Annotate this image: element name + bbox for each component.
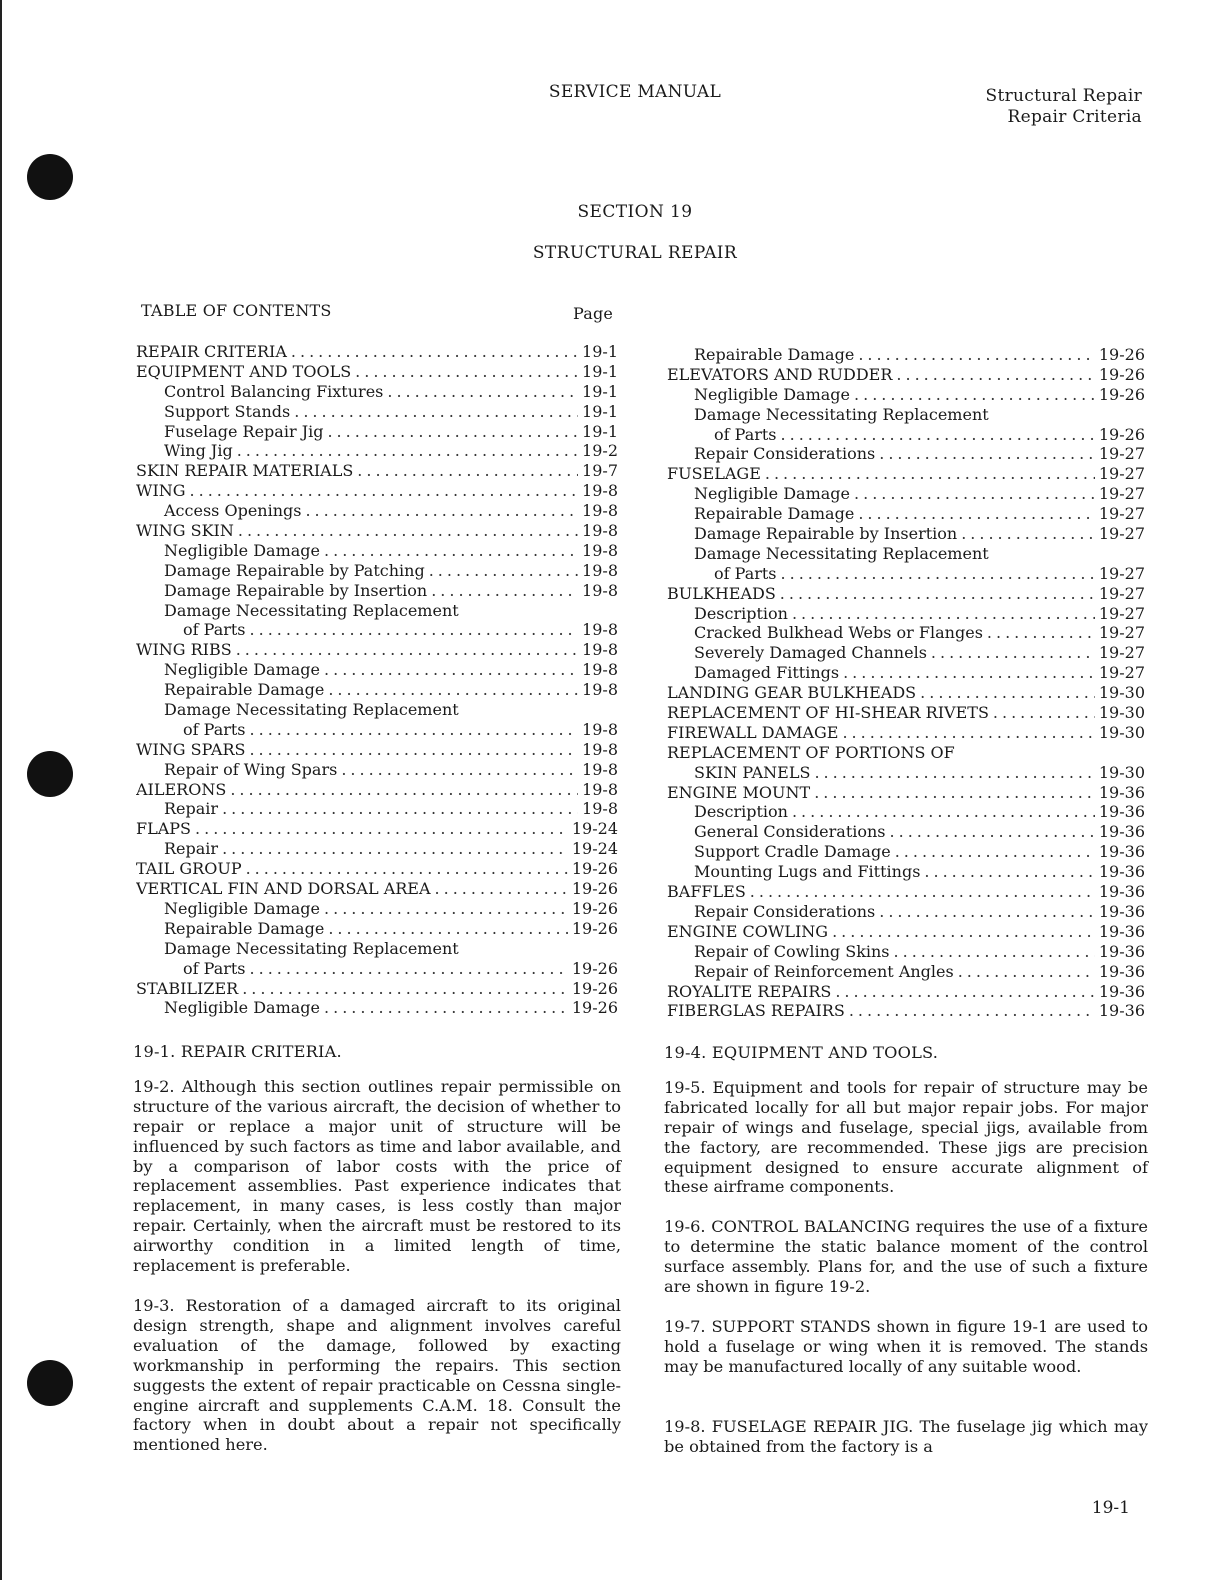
toc-entry-title: General Considerations	[694, 822, 886, 842]
toc-entry-title: LANDING GEAR BULKHEADS	[667, 683, 917, 703]
toc-entry	[667, 902, 1145, 922]
toc-entry-title: Description	[694, 802, 788, 822]
toc-entry	[667, 802, 1145, 822]
toc-entry	[136, 620, 618, 640]
toc-entry-page: 19-36	[1098, 921, 1145, 941]
toc-entry-title: Description	[694, 603, 788, 623]
toc-entry-title: Damage Repairable by Patching	[164, 560, 425, 580]
toc-leader-dots	[842, 723, 1094, 743]
toc-entry	[136, 561, 618, 581]
toc-leader-dots	[854, 385, 1095, 405]
toc-entry	[667, 882, 1145, 902]
toc-entry-title: BULKHEADS	[667, 583, 776, 603]
toc-entry	[667, 524, 1145, 544]
toc-entry-page: 19-8	[582, 799, 618, 819]
toc-entry	[136, 640, 618, 660]
toc-entry-title: TAIL GROUP	[136, 859, 242, 879]
toc-leader-dots	[849, 1001, 1095, 1021]
toc-entry-page: 19-8	[582, 719, 618, 739]
toc-entry-title: WING SPARS	[136, 739, 246, 759]
toc-leader-dots	[879, 902, 1095, 922]
toc-leader-dots	[328, 680, 578, 700]
toc-entry-title: Repairable Damage	[164, 680, 325, 700]
toc-entry	[667, 942, 1145, 962]
toc-entry-title: ENGINE COWLING	[667, 921, 829, 941]
toc-entry-page: 19-27	[1098, 603, 1145, 623]
toc-entry	[667, 982, 1145, 1002]
toc-entry	[667, 504, 1145, 524]
binder-hole-top	[27, 154, 73, 200]
toc-leader-dots	[250, 720, 579, 740]
paragraph-19-2: 19-2. Although this section outlines repair permissible on structure of the various aircraft, the decision of whether to repair or replace a major unit of structure will be influenced by such factors as time and labor available, and by a comparison of labor costs with the price of replacement assemblies. Past experience indicates that replacement, in many cases, is less costly than major repair. Certainly, when the aircraft must be restored to its airworthy condition in a limited length of time, replacement is preferable.	[133, 1076, 621, 1276]
paragraph-19-6: 19-6. CONTROL BALANCING requires the use of a fixture to determine the static balance moment of the control surface assembly. Plans for, and the use of such a fixture are shown in figure 19-2.	[664, 1217, 1148, 1297]
toc-entry-title: AILERONS	[136, 779, 227, 799]
toc-leader-dots	[894, 942, 1095, 962]
toc-entry	[667, 385, 1145, 405]
toc-leader-dots	[896, 365, 1094, 385]
header-title: SERVICE MANUAL	[548, 82, 722, 102]
toc-entry-page: 19-36	[1098, 782, 1145, 802]
toc-entry-title: STABILIZER	[136, 978, 239, 998]
toc-entry-title: Negligible Damage	[694, 384, 851, 404]
toc-leader-dots	[324, 660, 578, 680]
toc-entry-title: Damaged Fittings	[694, 663, 840, 683]
toc-entry	[667, 405, 1145, 425]
toc-entry-title: Repair	[164, 799, 219, 819]
toc-leader-dots	[961, 524, 1095, 544]
toc-entry-title: Repair of Reinforcement Angles	[694, 961, 954, 981]
toc-entry-page: 19-36	[1098, 802, 1145, 822]
toc-entry	[667, 743, 1145, 763]
toc-entry-title: Support Cradle Damage	[694, 842, 891, 862]
toc-entry	[136, 342, 618, 362]
toc-leader-dots	[305, 501, 578, 521]
toc-entry	[136, 402, 618, 422]
toc-entry-page: 19-36	[1098, 822, 1145, 842]
toc-leader-dots	[341, 760, 578, 780]
toc-entry-page: 19-27	[1098, 524, 1145, 544]
binder-hole-bottom	[27, 1360, 73, 1406]
toc-entry	[667, 922, 1145, 942]
toc-leader-dots	[854, 484, 1095, 504]
toc-entry-page: 19-8	[582, 620, 618, 640]
toc-entry-title: ELEVATORS AND RUDDER	[667, 364, 893, 384]
header-section-info	[986, 86, 1143, 128]
toc-leader-dots	[238, 521, 578, 541]
toc-entry-page: 19-27	[1098, 663, 1145, 683]
toc-entry-page: 19-26	[571, 958, 618, 978]
toc-entry	[667, 663, 1145, 683]
toc-page-heading: Page	[573, 304, 614, 323]
toc-entry	[136, 998, 618, 1018]
toc-entry-page: 19-27	[1098, 484, 1145, 504]
toc-entry-page: 19-24	[571, 839, 618, 859]
toc-entry-page: 19-8	[582, 580, 618, 600]
toc-leader-dots	[294, 402, 578, 422]
toc-entry	[667, 345, 1145, 365]
toc-entry-title: of Parts	[183, 620, 246, 640]
toc-entry-title: Mounting Lugs and Fittings	[694, 862, 921, 882]
toc-entry-title: Control Balancing Fixtures	[164, 381, 384, 401]
toc-entry-title: ROYALITE REPAIRS	[667, 981, 832, 1001]
toc-entry-page: 19-36	[1098, 1001, 1145, 1021]
toc-entry-page: 19-30	[1098, 722, 1145, 742]
toc-entry-title: Repair of Cowling Skins	[694, 941, 890, 961]
toc-entry-page: 19-36	[1098, 901, 1145, 921]
toc-entry-title: FIREWALL DAMAGE	[667, 722, 839, 742]
toc-entry	[667, 723, 1145, 743]
toc-entry-title: Damage Necessitating Replacement	[164, 700, 459, 720]
toc-leader-dots	[431, 581, 578, 601]
toc-entry	[667, 822, 1145, 842]
toc-entry-page: 19-8	[582, 560, 618, 580]
toc-leader-dots	[987, 623, 1095, 643]
toc-leader-dots	[357, 461, 578, 481]
toc-entry	[136, 760, 618, 780]
toc-entry-title: WING SKIN	[136, 521, 234, 541]
toc-entry-title: Damage Necessitating Replacement	[164, 600, 459, 620]
toc-entry-title: SKIN REPAIR MATERIALS	[136, 461, 354, 481]
toc-entry	[667, 703, 1145, 723]
toc-leader-dots	[222, 839, 568, 859]
toc-leader-dots	[236, 640, 578, 660]
toc-entry-title: Damage Necessitating Replacement	[694, 543, 989, 563]
toc-leader-dots	[931, 643, 1095, 663]
section-title: STRUCTURAL REPAIR	[532, 243, 738, 263]
toc-entry	[136, 362, 618, 382]
toc-entry	[136, 839, 618, 859]
toc-entry	[667, 464, 1145, 484]
toc-entry-page: 19-8	[582, 759, 618, 779]
toc-entry-title: ENGINE MOUNT	[667, 782, 811, 802]
page-left-edge	[0, 0, 2, 1580]
toc-leader-dots	[993, 703, 1095, 723]
toc-entry-page: 19-27	[1098, 563, 1145, 583]
toc-entry-title: Repairable Damage	[164, 918, 325, 938]
toc-entry	[136, 601, 618, 621]
toc-leader-dots	[242, 979, 568, 999]
toc-entry-title: BAFFLES	[667, 882, 746, 902]
toc-leader-dots	[890, 822, 1095, 842]
toc-leader-dots	[230, 780, 578, 800]
toc-leader-dots	[814, 763, 1094, 783]
toc-entry-title: EQUIPMENT AND TOOLS	[136, 361, 352, 381]
toc-leader-dots	[843, 663, 1095, 683]
binder-hole-middle	[27, 751, 73, 797]
toc-entry-page: 19-36	[1098, 941, 1145, 961]
toc-entry-title: FLAPS	[136, 819, 192, 839]
paragraph-19-8: 19-8. FUSELAGE REPAIR JIG. The fuselage jig which may be obtained from the factory is a	[664, 1416, 1148, 1456]
toc-entry-title: Access Openings	[164, 501, 302, 521]
toc-entry	[136, 382, 618, 402]
toc-entry	[136, 720, 618, 740]
toc-entry	[667, 683, 1145, 703]
toc-leader-dots	[195, 819, 568, 839]
toc-leader-dots	[792, 802, 1095, 822]
toc-entry-title: Repair Considerations	[694, 444, 876, 464]
toc-leader-dots	[355, 362, 578, 382]
toc-entry-page: 19-30	[1098, 683, 1145, 703]
toc-entry-page: 19-8	[582, 680, 618, 700]
toc-leader-dots	[429, 561, 578, 581]
toc-entry-page: 19-8	[582, 640, 618, 660]
toc-entry	[136, 581, 618, 601]
toc-entry-title: Negligible Damage	[164, 660, 321, 680]
toc-leader-dots	[920, 683, 1095, 703]
toc-entry-page: 19-26	[1098, 345, 1145, 364]
toc-entry-page: 19-26	[571, 859, 618, 879]
toc-entry	[136, 799, 618, 819]
toc-leader-dots	[895, 842, 1095, 862]
toc-entry	[136, 422, 618, 442]
toc-entry-page: 19-8	[582, 481, 618, 501]
toc-entry	[667, 444, 1145, 464]
toc-entry	[136, 521, 618, 541]
toc-entry-page: 19-24	[571, 819, 618, 839]
toc-entry	[136, 780, 618, 800]
toc-leader-dots	[324, 998, 568, 1018]
toc-entry-title: of Parts	[183, 719, 246, 739]
toc-entry	[667, 763, 1145, 783]
toc-entry-page: 19-27	[1098, 444, 1145, 464]
toc-entry-page: 19-1	[582, 381, 618, 401]
paragraph-19-5: 19-5. Equipment and tools for repair of structure may be fabricated locally for all but major repair jobs. For major repair of wings and fuselage, special jigs, available from the factory, are recommended. These jigs are precision equipment designed to ensure accurate alignment of these airframe components.	[664, 1077, 1148, 1197]
toc-entry-page: 19-26	[1098, 424, 1145, 444]
toc-entry	[667, 484, 1145, 504]
toc-entry	[136, 541, 618, 561]
toc-entry-page: 19-30	[1098, 703, 1145, 723]
toc-entry	[136, 819, 618, 839]
toc-leader-dots	[814, 783, 1095, 803]
toc-entry	[667, 365, 1145, 385]
toc-entry	[136, 700, 618, 720]
toc-entry-page: 19-26	[571, 998, 618, 1018]
toc-entry-title: Damage Necessitating Replacement	[694, 404, 989, 424]
toc-entry-title: Negligible Damage	[164, 898, 321, 918]
toc-entry-page: 19-7	[582, 461, 618, 481]
section-number: SECTION 19	[577, 202, 693, 222]
toc-leader-dots	[781, 425, 1095, 445]
toc-right-column	[667, 345, 1145, 1021]
toc-entry-page: 19-36	[1098, 981, 1145, 1001]
toc-left-column	[136, 342, 618, 1018]
toc-entry-page: 19-36	[1098, 862, 1145, 882]
toc-entry-title: of Parts	[183, 958, 246, 978]
toc-leader-dots	[328, 919, 568, 939]
toc-leader-dots	[190, 481, 579, 501]
toc-leader-dots	[291, 342, 578, 362]
toc-entry-title: Repair Considerations	[694, 901, 876, 921]
toc-leader-dots	[327, 422, 578, 442]
toc-leader-dots	[835, 982, 1095, 1002]
toc-entry	[667, 425, 1145, 445]
toc-entry-title: Wing Jig	[164, 441, 233, 461]
paragraph-19-7: 19-7. SUPPORT STANDS shown in figure 19-1 are used to hold a fuselage or wing when it is removed. The stands may be manufactured locally of any suitable wood.	[664, 1316, 1148, 1376]
toc-leader-dots	[222, 799, 578, 819]
toc-entry-page: 19-1	[582, 401, 618, 421]
toc-entry-page: 19-36	[1098, 961, 1145, 981]
toc-leader-dots	[781, 564, 1095, 584]
toc-entry-title: REPLACEMENT OF HI-SHEAR RIVETS	[667, 703, 989, 723]
toc-leader-dots	[858, 345, 1095, 365]
toc-entry	[136, 680, 618, 700]
toc-entry-title: Repair of Wing Spars	[164, 759, 338, 779]
toc-entry	[136, 481, 618, 501]
toc-entry	[136, 461, 618, 481]
toc-entry-page: 19-26	[571, 898, 618, 918]
toc-entry	[667, 962, 1145, 982]
toc-leader-dots	[924, 862, 1094, 882]
toc-entry-page: 19-8	[582, 739, 618, 759]
toc-entry-page: 19-26	[1098, 384, 1145, 404]
toc-leader-dots	[250, 959, 568, 979]
toc-entry-title: Repairable Damage	[694, 504, 855, 524]
toc-entry	[667, 1001, 1145, 1021]
toc-entry-page: 19-8	[582, 501, 618, 521]
toc-entry	[136, 501, 618, 521]
toc-entry	[136, 979, 618, 999]
toc-leader-dots	[765, 464, 1095, 484]
toc-leader-dots	[250, 620, 579, 640]
toc-leader-dots	[780, 584, 1095, 604]
body-right-column	[664, 1043, 1148, 1457]
header-chapter: Structural Repair	[985, 86, 1142, 106]
toc-entry-page: 19-27	[1098, 464, 1145, 484]
toc-leader-dots	[435, 879, 568, 899]
toc-entry	[667, 862, 1145, 882]
toc-entry-page: 19-26	[571, 978, 618, 998]
toc-leader-dots	[246, 859, 568, 879]
toc-entry	[136, 660, 618, 680]
toc-entry-title: Damage Necessitating Replacement	[164, 938, 459, 958]
toc-entry-page: 19-27	[1098, 623, 1145, 643]
toc-entry-page: 19-27	[1098, 583, 1145, 603]
toc-entry-title: REPLACEMENT OF PORTIONS OF	[667, 742, 955, 762]
toc-entry	[667, 623, 1145, 643]
toc-entry-title: WING	[136, 481, 186, 501]
toc-entry-page: 19-36	[1098, 842, 1145, 862]
toc-entry	[667, 604, 1145, 624]
toc-entry	[667, 783, 1145, 803]
toc-leader-dots	[858, 504, 1095, 524]
toc-entry-page: 19-36	[1098, 882, 1145, 902]
toc-entry	[667, 584, 1145, 604]
toc-leader-dots	[792, 604, 1095, 624]
toc-entry-title: Severely Damaged Channels	[694, 643, 927, 663]
toc-entry-title: Negligible Damage	[164, 540, 321, 560]
toc-entry	[667, 544, 1145, 564]
toc-leader-dots	[324, 541, 578, 561]
section-heading-repair-criteria: 19-1. REPAIR CRITERIA.	[133, 1042, 342, 1061]
toc-entry-page: 19-26	[1098, 364, 1145, 384]
toc-entry	[667, 643, 1145, 663]
page-number: 19-1	[1091, 1498, 1130, 1518]
toc-entry-title: Negligible Damage	[694, 484, 851, 504]
toc-entry-title: VERTICAL FIN AND DORSAL AREA	[136, 879, 431, 899]
toc-entry-title: Damage Repairable by Insertion	[694, 524, 958, 544]
toc-entry	[136, 959, 618, 979]
toc-entry-page: 19-8	[582, 521, 618, 541]
toc-entry-title: Damage Repairable by Insertion	[164, 580, 428, 600]
toc-entry-page: 19-26	[571, 879, 618, 899]
toc-entry-title: Cracked Bulkhead Webs or Flanges	[694, 623, 983, 643]
header-topic: Repair Criteria	[1007, 107, 1142, 127]
toc-leader-dots	[879, 444, 1095, 464]
toc-entry-title: Fuselage Repair Jig	[164, 421, 324, 441]
toc-leader-dots	[958, 962, 1095, 982]
toc-leader-dots	[324, 899, 568, 919]
toc-entry-page: 19-30	[1098, 762, 1145, 782]
toc-leader-dots	[237, 441, 578, 461]
body-left-column	[133, 1042, 621, 1455]
toc-entry	[136, 740, 618, 760]
toc-heading: TABLE OF CONTENTS	[141, 301, 332, 320]
section-heading-equipment-and-tools: 19-4. EQUIPMENT AND TOOLS.	[664, 1043, 939, 1062]
toc-entry	[136, 441, 618, 461]
toc-entry-title: FIBERGLAS REPAIRS	[667, 1001, 845, 1021]
toc-entry-page: 19-1	[582, 421, 618, 441]
toc-entry-page: 19-8	[582, 540, 618, 560]
toc-leader-dots	[832, 922, 1095, 942]
toc-entry	[136, 879, 618, 899]
toc-entry	[667, 564, 1145, 584]
toc-entry	[136, 939, 618, 959]
toc-entry-title: of Parts	[714, 424, 777, 444]
toc-entry-page: 19-2	[582, 441, 618, 461]
toc-entry-page: 19-8	[582, 660, 618, 680]
toc-leader-dots	[249, 740, 578, 760]
toc-entry-title: Negligible Damage	[164, 998, 321, 1018]
toc-entry-title: FUSELAGE	[667, 464, 761, 484]
toc-entry-title: WING RIBS	[136, 640, 232, 660]
toc-entry-title: Repairable Damage	[694, 345, 855, 364]
paragraph-19-3: 19-3. Restoration of a damaged aircraft to its original design strength, shape and alignment involves careful evaluation of the damage, followed by exacting workmanship in performing the repairs. This section suggests the extent of repair practicable on Cessna single-engine aircraft and supplements C.A.M. 18. Consult the factory when in doubt about a repair not specifically mentioned here.	[133, 1295, 621, 1455]
toc-entry	[667, 842, 1145, 862]
toc-entry-title: of Parts	[714, 563, 777, 583]
toc-entry	[136, 859, 618, 879]
toc-entry	[136, 899, 618, 919]
toc-leader-dots	[387, 382, 578, 402]
toc-entry-page: 19-27	[1098, 643, 1145, 663]
toc-entry-page: 19-1	[582, 342, 618, 361]
toc-entry-title: SKIN PANELS	[694, 762, 811, 782]
toc-entry	[136, 919, 618, 939]
toc-entry-title: Support Stands	[164, 401, 291, 421]
toc-entry-page: 19-26	[571, 918, 618, 938]
toc-entry-title: Repair	[164, 839, 219, 859]
toc-entry-title: REPAIR CRITERIA	[136, 342, 287, 361]
toc-entry-page: 19-27	[1098, 504, 1145, 524]
toc-entry-page: 19-8	[582, 779, 618, 799]
toc-leader-dots	[750, 882, 1095, 902]
toc-entry-page: 19-1	[582, 361, 618, 381]
